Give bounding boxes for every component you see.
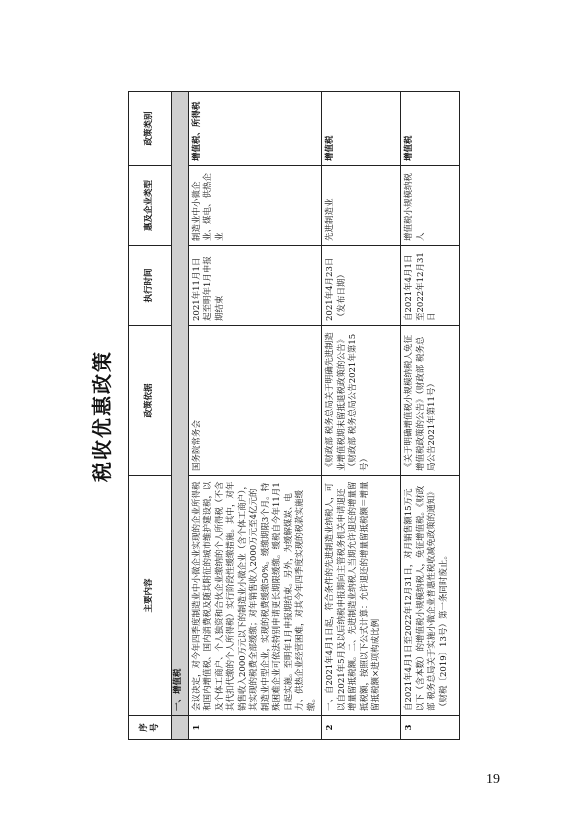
table-row: [322, 92, 401, 740]
row-time: 自2021年4月1日至2022年12月31日: [401, 246, 460, 326]
page-number: 19: [486, 772, 500, 787]
row-content: 一、自2021年4月1日起，符合条件的先进制造业纳税人，可以自2021年5月及以后纳税申报期向主管税务机关申请退还增量留抵税额。二、先进制造业纳税人当期允许退还的增量留抵税额，按照以下公式计算：允许退还的增量留抵税额＝增量留抵税额×进项构成比例: [322, 476, 401, 716]
row-basis: 《财政部 税务总局关于明确先进制造业增值税期末留抵退税政策的公告》（财政部 税务总局公告2021年第15号）: [322, 326, 401, 476]
header-category: 政策类别: [129, 92, 172, 166]
row-content: 自2021年4月1日至2022年12月31日，对月销售额15万元以下（含本数）的增值税小规模纳税人，免征增值税。《财政部 税务总局关于实施小微企业普惠性税收减免政策的通知》（财税〔2019〕13号）第一条同时废止。: [401, 476, 460, 716]
row-beneficiary: 制造业中小微企业、煤电、供热企业: [189, 166, 322, 246]
section-title: 一、增值税: [172, 92, 189, 716]
row-category: 增值税: [322, 92, 401, 166]
table-row: [401, 92, 460, 740]
row-beneficiary: 增值税小规模纳税人: [401, 166, 460, 246]
table-header-row: [129, 92, 172, 740]
document-title: 税收优惠政策: [90, 350, 114, 482]
row-num: 3: [401, 716, 460, 740]
row-category: 增值税: [401, 92, 460, 166]
row-num: 2: [322, 716, 401, 740]
row-content: 会议决定，对今年四季度制造业中小微企业实现的企业所得税和国内增值税、国内消费税及随其附征的城市维护建设税，以及个体工商户、个人独资和合伙企业缴纳的个人所得税（不含其代扣代缴的个人所得税）实行阶段性缓缴措施。其中，对年销售收入2000万元以下的制造业小微企业（含个体工商户），其实现的税费全部缓缴；对年销售收入2000万元至4亿元的制造业中型企业，实现的税费缓缴50%。缓缴期限3个月。特殊困难企业可依法特别申请更长期限缓缴。缓税自今年11月1日起实施。至明年1月申报期结束。另外，为缓解煤炭、电力、供热企业经营困难，对其今年四季度实现的税款实施缓缴。: [189, 476, 322, 716]
row-beneficiary: 先进制造业: [322, 166, 401, 246]
row-time: 2021年11月1日起至明年1月申报期结束: [189, 246, 322, 326]
header-time: 执行时间: [129, 246, 172, 326]
row-num: 1: [189, 716, 322, 740]
policy-table: [128, 91, 460, 740]
table-row: [189, 92, 322, 740]
row-category: 增值税、所得税: [189, 92, 322, 166]
header-content: 主要内容: [129, 476, 172, 716]
row-basis: 国务院常务会: [189, 326, 322, 476]
row-basis: 《关于明确增值税小规模纳税人免征增值税政策的公告》（财政部 税务总局公告2021年第11号）: [401, 326, 460, 476]
section-row: [172, 92, 189, 740]
rotated-page: [80, 92, 460, 740]
header-num: 序号: [129, 716, 172, 740]
section-spacer: [172, 716, 189, 740]
row-time: 2021年4月23日（发布日期）: [322, 246, 401, 326]
header-basis: 政策依据: [129, 326, 172, 476]
header-beneficiary: 惠及企业类型: [129, 166, 172, 246]
